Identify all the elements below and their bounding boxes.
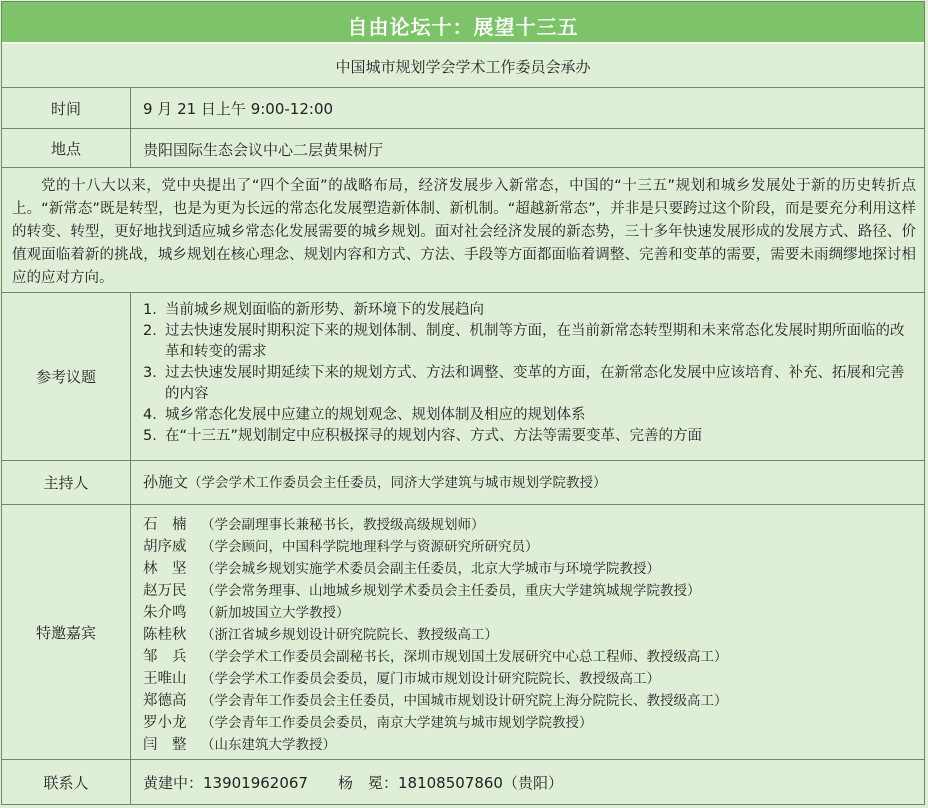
guest-item: 朱介鸣 （新加坡国立大学教授） xyxy=(143,605,350,621)
time-value: 9 月 21 日上午 9:00-12:00 xyxy=(143,100,334,118)
topic-item: 4. 城乡常态化发展中应建立的规划观念、规划体制及相应的规划体系 xyxy=(143,407,586,423)
guest-item: 郑德高 （学会青年工作委员会主任委员，中国城市规划设计研究院上海分院院长、教授级高工） xyxy=(143,693,728,709)
forum-table xyxy=(1,1,925,805)
topic-item: 1. 当前城乡规划面临的新形势、新环境下的发展趋向 xyxy=(143,302,484,318)
place-value: 贵阳国际生态会议中心二层黄果树厅 xyxy=(143,141,384,159)
topics-list xyxy=(143,300,916,447)
topic-item: 2. 过去快速发展时期积淀下来的规划体制、制度、机制等方面，在当前新常态转型期和未来常态化发展时期所面临的改革和转变的需求 xyxy=(143,323,905,360)
host-desc: （学会学术工作委员会主任委员，同济大学建筑与城市规划学院教授） xyxy=(188,475,607,491)
time-row xyxy=(2,88,924,129)
intro-row xyxy=(2,168,924,293)
host-entry xyxy=(143,471,607,492)
guest-item: 胡序威 （学会顾问，中国科学院地理科学与资源研究所研究员） xyxy=(143,539,539,555)
contact-label: 联系人 xyxy=(2,760,131,804)
guest-item: 王唯山 （学会学术工作委员会委员，厦门市城市规划设计研究院院长、教授级高工） xyxy=(143,671,660,687)
forum-title: 自由论坛十：展望十三五 xyxy=(347,15,579,39)
guest-item: 邹 兵 （学会学术工作委员会副秘书长，深圳市规划国土发展研究中心总工程师、教授级高工） xyxy=(143,649,728,665)
place-row xyxy=(2,129,924,168)
topics-label: 参考议题 xyxy=(2,293,131,460)
host-label: 主持人 xyxy=(2,461,131,504)
title-bar xyxy=(2,2,924,44)
time-label: 时间 xyxy=(2,88,131,128)
organizer-text: 中国城市规划学会学术工作委员会承办 xyxy=(335,58,591,76)
guest-item: 林 坚 （学会城乡规划实施学术委员会副主任委员，北京大学城市与环境学院教授） xyxy=(143,561,660,577)
organizer-row xyxy=(2,44,924,88)
guest-item: 闫 整 （山东建筑大学教授） xyxy=(143,737,336,753)
host-name: 孙施文 xyxy=(143,473,189,491)
guests-label: 特邀嘉宾 xyxy=(2,505,131,759)
guest-item: 石 楠 （学会副理事长兼秘书长，教授级高级规划师） xyxy=(143,517,485,533)
contact-person-1: 黄建中：13901962067 xyxy=(143,774,308,792)
intro-paragraph: 党的十八大以来，党中央提出了“四个全面”的战略布局，经济发展步入新常态，中国的“十三五”规划和城乡发展处于新的历史转折点上。“新常态”既是转型，也是为更为长远的常态化发展塑造新体制、新机制。“超越新常态”，并非是只要跨过这个阶段，而是要充分利用这样的转变、转型，更好地找到适应城乡常态化发展需要的城乡规划。面对社会经济发展的新态势，三十多年快速发展形成的发展方式、路径、价值观面临着新的挑战，城乡规划在核心理念、规划内容和方式、方法、手段等方面都面临着调整、完善和变革的需要，需要未雨绸缪地探讨相应的应对方向。 xyxy=(12,178,916,286)
guest-item: 赵万民 （学会常务理事、山地城乡规划学术委员会主任委员，重庆大学建筑城规学院教授） xyxy=(143,583,701,599)
host-row xyxy=(2,461,924,505)
guests-list xyxy=(143,514,916,756)
topic-item: 5. 在“十三五”规划制定中应积极探寻的规划内容、方式、方法等需要变革、完善的方面 xyxy=(143,428,703,444)
place-label: 地点 xyxy=(2,129,131,167)
guest-item: 罗小龙 （学会青年工作委员会委员，南京大学建筑与城市规划学院教授） xyxy=(143,715,593,731)
contact-info xyxy=(143,772,563,793)
topic-item: 3. 过去快速发展时期延续下来的规划方式、方法和调整、变革的方面，在新常态化发展中应该培育、补充、拓展和完善的内容 xyxy=(143,365,905,402)
topics-row xyxy=(2,293,924,461)
guests-row xyxy=(2,505,924,760)
contact-person-2: 杨 冕：18108507860（贵阳） xyxy=(337,774,563,792)
guest-item: 陈桂秋 （浙江省城乡规划设计研究院院长、教授级高工） xyxy=(143,627,498,643)
contact-row xyxy=(2,760,924,804)
